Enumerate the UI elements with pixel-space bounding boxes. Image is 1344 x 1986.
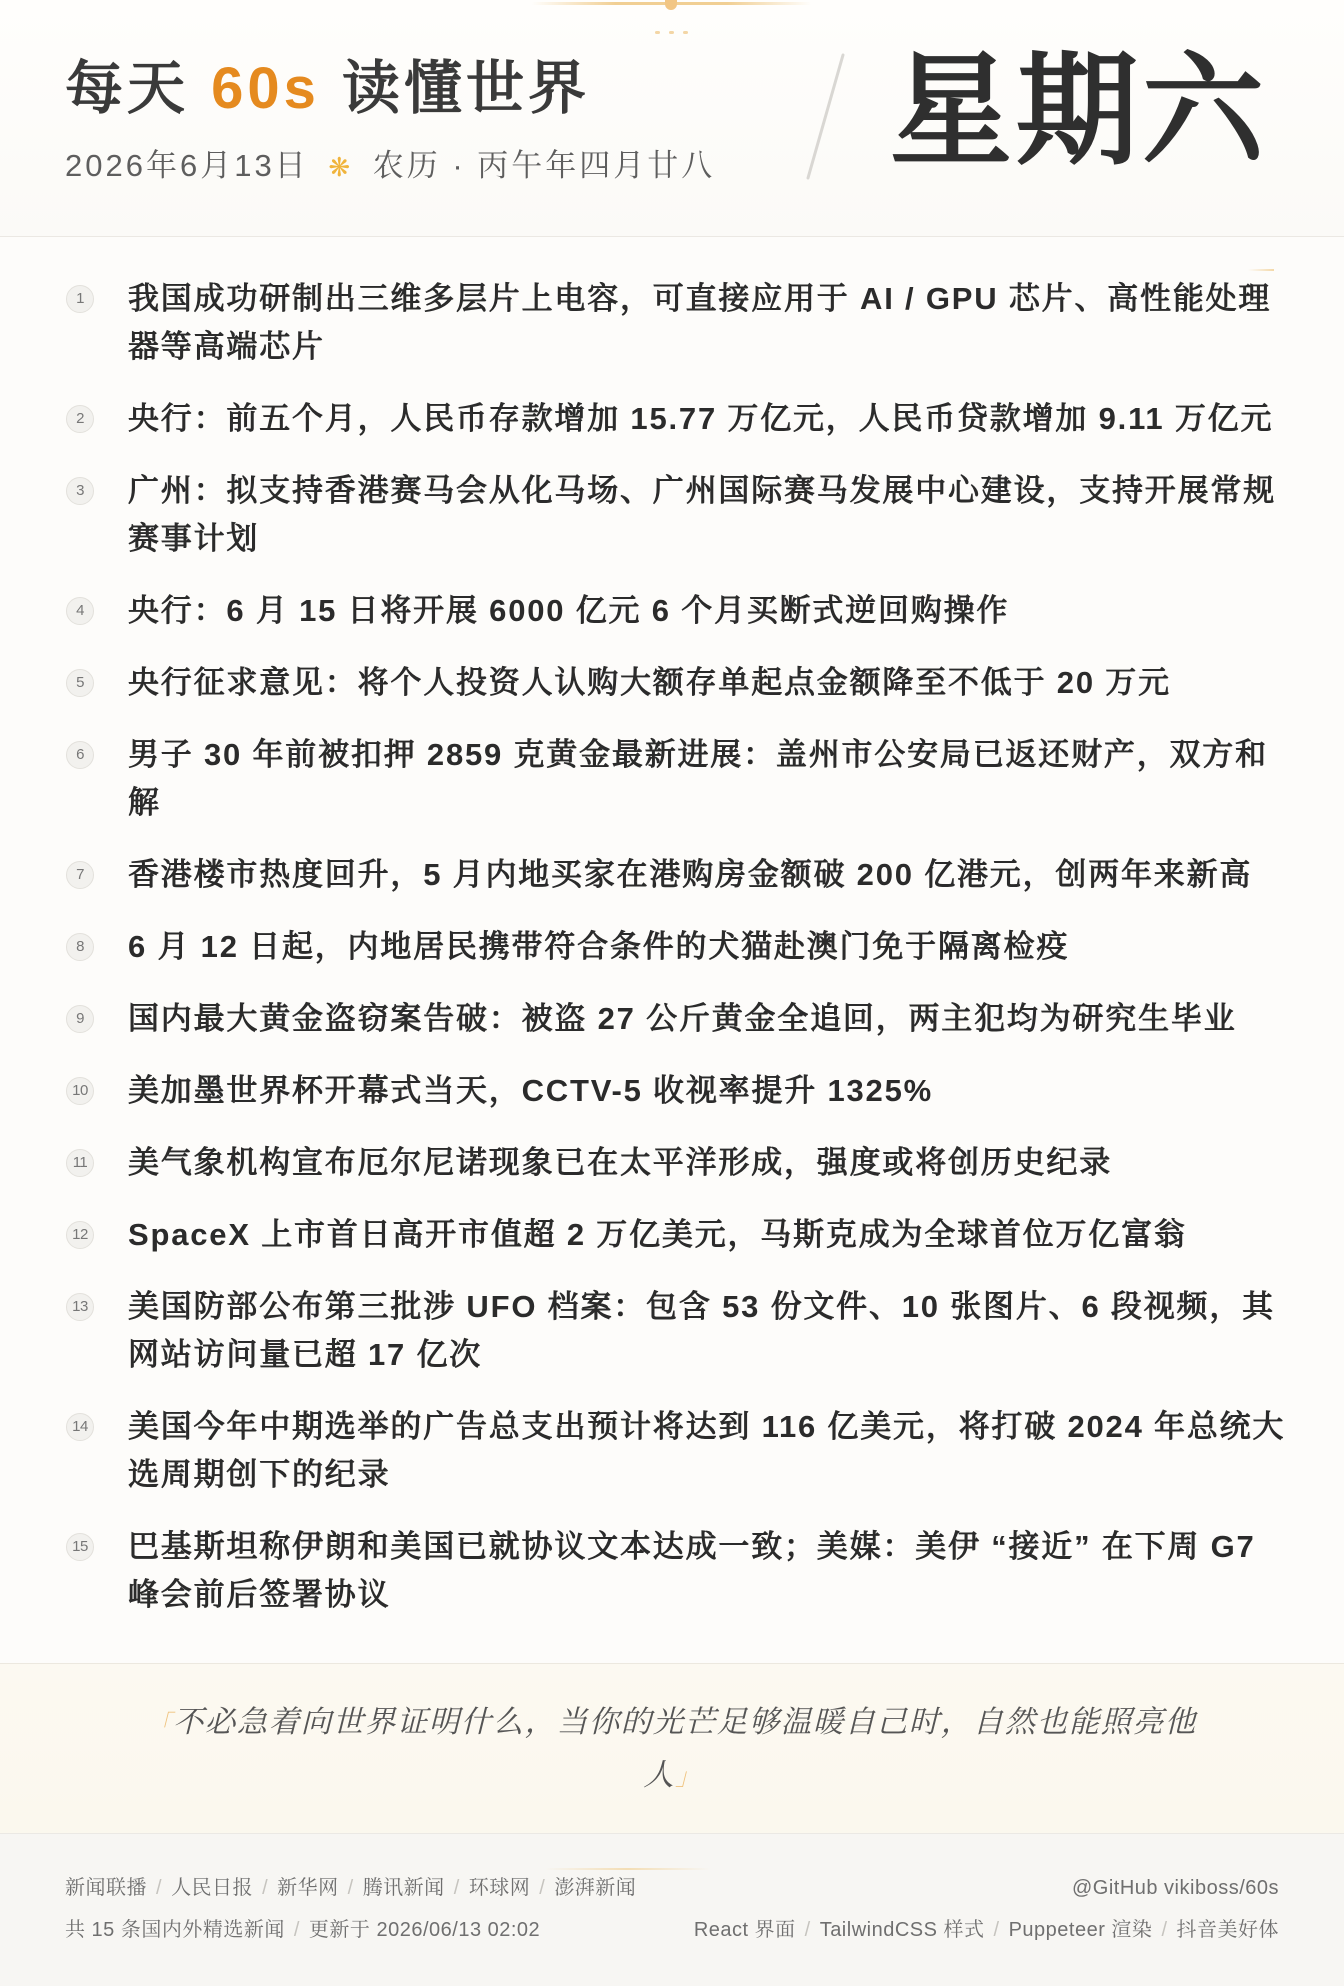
slash-divider (800, 50, 850, 185)
solar-date: 2026年6月13日 (65, 148, 309, 183)
news-number-badge: 7 (66, 861, 94, 889)
news-item (66, 1403, 1288, 1499)
top-ornament-mini-dot (683, 31, 688, 34)
separator: / (262, 1877, 269, 1899)
news-meta (65, 1916, 540, 1944)
title-suffix: 读懂世界 (342, 56, 591, 121)
credit-item: Puppeteer 渲染 (1008, 1919, 1153, 1941)
separator: / (293, 1919, 300, 1941)
separator: / (993, 1919, 1000, 1941)
flower-icon: ❋ (328, 152, 354, 182)
footer-row-sources (65, 1874, 1279, 1902)
header (0, 0, 1344, 237)
news-number-badge: 2 (66, 405, 94, 433)
news-item (66, 995, 1288, 1043)
news-headline: 央行：6 月 15 日将开展 6000 亿元 6 个月买断式逆回购操作 (128, 593, 1010, 628)
news-headline: 6 月 12 日起，内地居民携带符合条件的犬猫赴澳门免于隔离检疫 (128, 929, 1070, 964)
credit-item: React 界面 (693, 1919, 796, 1941)
news-number-badge: 10 (66, 1077, 94, 1105)
separator: / (539, 1877, 546, 1899)
news-number-badge: 14 (66, 1413, 94, 1441)
lunar-date: 农历 · 丙午年四月廿八 (372, 148, 716, 183)
news-headline: 美气象机构宣布厄尔尼诺现象已在太平洋形成，强度或将创历史纪录 (128, 1145, 1112, 1180)
source-name: 人民日报 (171, 1877, 254, 1899)
date-line (65, 147, 715, 186)
news-number-badge: 3 (66, 477, 94, 505)
weekday: 星期六 (890, 43, 1268, 179)
title-highlight: 60s (211, 56, 320, 121)
news-sources (65, 1874, 636, 1902)
news-headline: 香港楼市热度回升，5 月内地买家在港购房金额破 200 亿港元，创两年来新高 (128, 857, 1253, 892)
news-item (66, 395, 1288, 443)
separator: / (453, 1877, 460, 1899)
news-number-badge: 9 (66, 1005, 94, 1033)
news-item (66, 1067, 1288, 1115)
news-number-badge: 1 (66, 285, 94, 313)
news-headline: 央行征求意见：将个人投资人认购大额存单起点金额降至不低于 20 万元 (128, 665, 1171, 700)
news-number-badge: 5 (66, 669, 94, 697)
news-item (66, 467, 1288, 563)
daily-quote (0, 1663, 1344, 1833)
source-name: 环球网 (468, 1877, 531, 1899)
news-count: 共 15 条国内外精选新闻 (65, 1919, 285, 1941)
source-name: 澎湃新闻 (554, 1877, 637, 1899)
source-name: 新闻联播 (65, 1877, 147, 1899)
quote-close-mark: 」 (675, 1764, 701, 1791)
quote-text: 不必急着向世界证明什么，当你的光芒足够温暖自己时，自然也能照亮他人 (172, 1705, 1197, 1792)
news-item (66, 1523, 1288, 1619)
separator: / (804, 1919, 811, 1941)
top-ornament-dot (665, 0, 677, 10)
title-prefix: 每天 (65, 56, 190, 121)
news-item (66, 923, 1288, 971)
news-item (66, 851, 1288, 899)
quote-text-block (142, 1697, 1202, 1803)
news-headline: 男子 30 年前被扣押 2859 克黄金最新进展：盖州市公安局已返还财产，双方和解 (128, 737, 1268, 820)
news-list (0, 237, 1344, 1663)
top-ornament-mini-dot (669, 31, 674, 34)
news-headline: 巴基斯坦称伊朗和美国已就协议文本达成一致；美媒：美伊 “接近” 在下周 G7 峰会前后签署协议 (128, 1529, 1256, 1612)
news-item (66, 1211, 1288, 1259)
news-number-badge: 6 (66, 741, 94, 769)
news-item (66, 659, 1288, 707)
news-item (66, 731, 1288, 827)
source-name: 新华网 (277, 1877, 339, 1899)
list-ornament-line (1248, 269, 1274, 271)
news-headline: 央行：前五个月，人民币存款增加 15.77 万亿元，人民币贷款增加 9.11 万亿元 (128, 401, 1274, 436)
footer (0, 1833, 1344, 1986)
footer-row-meta (65, 1916, 1279, 1944)
top-ornament-mini-dot (655, 31, 660, 34)
news-item (66, 587, 1288, 635)
news-item (66, 275, 1288, 371)
news-number-badge: 4 (66, 597, 94, 625)
separator: / (156, 1877, 163, 1899)
news-item (66, 1283, 1288, 1379)
update-time: 更新于 2026/06/13 02:02 (308, 1919, 541, 1941)
separator: / (1161, 1919, 1168, 1941)
tech-credits (694, 1916, 1279, 1944)
news-headline: 我国成功研制出三维多层片上电容，可直接应用于 AI / GPU 芯片、高性能处理器等高端芯片 (128, 281, 1272, 364)
news-number-badge: 12 (66, 1221, 94, 1249)
news-headline: 国内最大黄金盗窃案告破：被盗 27 公斤黄金全追回，两主犯均为研究生毕业 (128, 1001, 1237, 1036)
news-number-badge: 13 (66, 1293, 94, 1321)
quote-open-mark: 「 (147, 1711, 173, 1738)
news-number-badge: 8 (66, 933, 94, 961)
news-headline: SpaceX 上市首日高开市值超 2 万亿美元，马斯克成为全球首位万亿富翁 (128, 1217, 1187, 1252)
news-headline: 美加墨世界杯开幕式当天，CCTV-5 收视率提升 1325% (128, 1073, 933, 1108)
source-name: 腾讯新闻 (362, 1877, 445, 1899)
credit-item: TailwindCSS 样式 (819, 1919, 985, 1941)
news-headline: 广州：拟支持香港赛马会从化马场、广州国际赛马发展中心建设，支持开展常规赛事计划 (128, 473, 1276, 556)
news-headline: 美国今年中期选举的广告总支出预计将达到 116 亿美元，将打破 2024 年总统大选周期创下的纪录 (128, 1409, 1286, 1492)
separator: / (347, 1877, 354, 1899)
page-title (65, 58, 590, 120)
news-item (66, 1139, 1288, 1187)
github-credit: @GitHub vikiboss/60s (1071, 1877, 1279, 1899)
news-number-badge: 15 (66, 1533, 94, 1561)
footer-ornament-line (545, 1868, 710, 1870)
news-headline: 美国防部公布第三批涉 UFO 档案：包含 53 份文件、10 张图片、6 段视频，其网站访问量已超 17 亿次 (128, 1289, 1275, 1372)
credit-item: 抖音美好体 (1176, 1919, 1279, 1941)
news-number-badge: 11 (66, 1149, 94, 1177)
